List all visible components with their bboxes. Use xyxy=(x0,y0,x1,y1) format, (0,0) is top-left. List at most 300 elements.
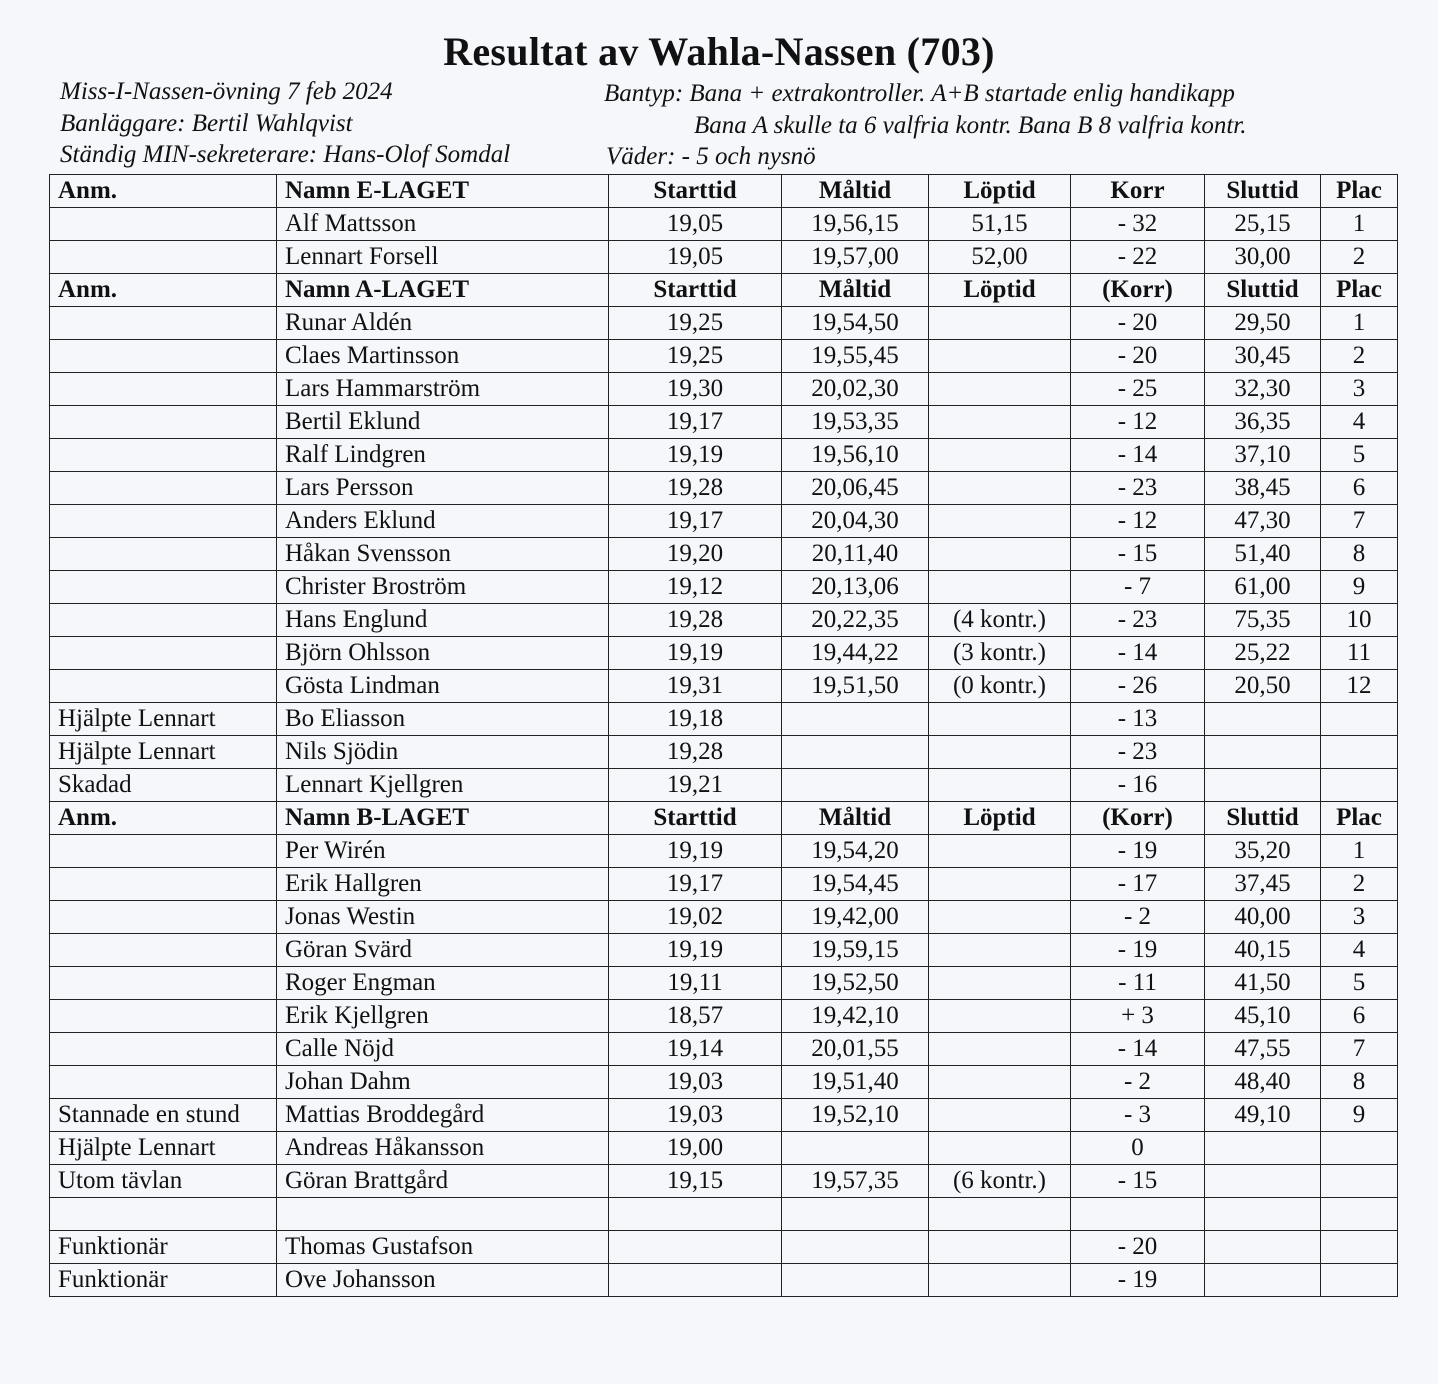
table-row xyxy=(50,604,1398,637)
cell-plac: 4 xyxy=(1321,934,1398,967)
cell-starttid: 19,05 xyxy=(609,241,782,274)
cell-plac xyxy=(1321,1165,1398,1198)
cell-sluttid: 75,35 xyxy=(1205,604,1321,637)
cell-name: Jonas Westin xyxy=(277,901,609,934)
cell-anm: Utom tävlan xyxy=(50,1165,277,1198)
cell-starttid xyxy=(609,1231,782,1264)
cell-starttid xyxy=(609,1198,782,1231)
cell-plac: 7 xyxy=(1321,1033,1398,1066)
table-row xyxy=(50,472,1398,505)
cell-anm xyxy=(50,406,277,439)
cell-starttid: 19,02 xyxy=(609,901,782,934)
cell-loptid xyxy=(929,1099,1071,1132)
cell-sluttid: 61,00 xyxy=(1205,571,1321,604)
cell-starttid: 19,17 xyxy=(609,505,782,538)
cell-anm xyxy=(50,835,277,868)
cell-plac xyxy=(1321,1231,1398,1264)
cell-korr: - 20 xyxy=(1071,340,1205,373)
cell-sluttid: 45,10 xyxy=(1205,1000,1321,1033)
cell-starttid: 19,03 xyxy=(609,1099,782,1132)
secretary: Ständig MIN-sekreterare: Hans-Olof Somdal xyxy=(60,141,511,168)
cell-anm xyxy=(50,439,277,472)
cell-name: Claes Martinsson xyxy=(277,340,609,373)
cell-name: Christer Broström xyxy=(277,571,609,604)
cell-plac xyxy=(1321,1264,1398,1297)
cell-maltid xyxy=(782,1264,929,1297)
cell-korr: - 14 xyxy=(1071,439,1205,472)
cell-korr: - 19 xyxy=(1071,1264,1205,1297)
cell-plac: 7 xyxy=(1321,505,1398,538)
header-plac: Plac xyxy=(1321,802,1398,835)
cell-name: Gösta Lindman xyxy=(277,670,609,703)
course-rules: Bana A skulle ta 6 valfria kontr. Bana B 8 valfria kontr. xyxy=(694,112,1247,139)
page-title: Resultat av Wahla-Nassen (703) xyxy=(443,29,995,74)
table-row xyxy=(50,1198,1398,1231)
cell-plac: 10 xyxy=(1321,604,1398,637)
header-starttid: Starttid xyxy=(609,802,782,835)
table-row xyxy=(50,901,1398,934)
cell-maltid: 19,54,50 xyxy=(782,307,929,340)
cell-starttid: 19,12 xyxy=(609,571,782,604)
cell-plac: 1 xyxy=(1321,835,1398,868)
header-sluttid: Sluttid xyxy=(1205,175,1321,208)
cell-name: Johan Dahm xyxy=(277,1066,609,1099)
cell-loptid xyxy=(929,307,1071,340)
cell-plac: 12 xyxy=(1321,670,1398,703)
header-sluttid: Sluttid xyxy=(1205,274,1321,307)
cell-anm xyxy=(50,571,277,604)
cell-loptid xyxy=(929,1132,1071,1165)
cell-anm xyxy=(50,1066,277,1099)
cell-starttid xyxy=(609,1264,782,1297)
cell-maltid: 19,54,45 xyxy=(782,868,929,901)
cell-loptid xyxy=(929,439,1071,472)
cell-name: Bo Eliasson xyxy=(277,703,609,736)
cell-korr: + 3 xyxy=(1071,1000,1205,1033)
header-plac: Plac xyxy=(1321,175,1398,208)
table-row xyxy=(50,1132,1398,1165)
cell-name: Göran Svärd xyxy=(277,934,609,967)
cell-korr: - 2 xyxy=(1071,901,1205,934)
cell-anm: Hjälpte Lennart xyxy=(50,703,277,736)
table-row xyxy=(50,208,1398,241)
cell-maltid xyxy=(782,1231,929,1264)
cell-sluttid: 37,45 xyxy=(1205,868,1321,901)
cell-name: Per Wirén xyxy=(277,835,609,868)
cell-maltid: 19,44,22 xyxy=(782,637,929,670)
table-row xyxy=(50,1033,1398,1066)
header-starttid: Starttid xyxy=(609,274,782,307)
table-row xyxy=(50,1000,1398,1033)
cell-name: Erik Kjellgren xyxy=(277,1000,609,1033)
cell-anm xyxy=(50,901,277,934)
cell-korr: - 17 xyxy=(1071,868,1205,901)
cell-sluttid xyxy=(1205,1198,1321,1231)
cell-korr: - 11 xyxy=(1071,967,1205,1000)
cell-korr: - 32 xyxy=(1071,208,1205,241)
cell-sluttid: 20,50 xyxy=(1205,670,1321,703)
cell-anm xyxy=(50,604,277,637)
cell-sluttid: 25,15 xyxy=(1205,208,1321,241)
cell-maltid: 20,02,30 xyxy=(782,373,929,406)
cell-plac: 1 xyxy=(1321,208,1398,241)
cell-name: Erik Hallgren xyxy=(277,868,609,901)
cell-starttid: 19,11 xyxy=(609,967,782,1000)
cell-maltid xyxy=(782,1132,929,1165)
cell-plac: 5 xyxy=(1321,439,1398,472)
cell-maltid: 20,06,45 xyxy=(782,472,929,505)
table-row xyxy=(50,571,1398,604)
cell-sluttid: 38,45 xyxy=(1205,472,1321,505)
cell-maltid: 20,01,55 xyxy=(782,1033,929,1066)
table-row xyxy=(50,637,1398,670)
cell-anm xyxy=(50,307,277,340)
cell-maltid: 20,11,40 xyxy=(782,538,929,571)
cell-starttid: 19,17 xyxy=(609,868,782,901)
cell-loptid xyxy=(929,934,1071,967)
cell-loptid xyxy=(929,736,1071,769)
table-row xyxy=(50,373,1398,406)
cell-maltid: 20,04,30 xyxy=(782,505,929,538)
cell-plac: 2 xyxy=(1321,868,1398,901)
cell-loptid xyxy=(929,340,1071,373)
cell-maltid: 19,54,20 xyxy=(782,835,929,868)
cell-starttid: 19,18 xyxy=(609,703,782,736)
cell-plac xyxy=(1321,736,1398,769)
cell-plac xyxy=(1321,1198,1398,1231)
cell-korr: - 7 xyxy=(1071,571,1205,604)
cell-loptid xyxy=(929,1066,1071,1099)
header-anm: Anm. xyxy=(50,175,277,208)
cell-sluttid: 37,10 xyxy=(1205,439,1321,472)
cell-maltid: 19,55,45 xyxy=(782,340,929,373)
cell-name: Ralf Lindgren xyxy=(277,439,609,472)
header-korr: (Korr) xyxy=(1071,274,1205,307)
cell-maltid xyxy=(782,736,929,769)
cell-maltid: 19,42,00 xyxy=(782,901,929,934)
table-row xyxy=(50,307,1398,340)
cell-loptid xyxy=(929,571,1071,604)
cell-starttid: 19,25 xyxy=(609,307,782,340)
section-header-row xyxy=(50,274,1398,307)
cell-korr: - 14 xyxy=(1071,1033,1205,1066)
cell-korr: - 15 xyxy=(1071,538,1205,571)
cell-anm: Skadad xyxy=(50,769,277,802)
cell-sluttid xyxy=(1205,1165,1321,1198)
cell-starttid: 19,30 xyxy=(609,373,782,406)
cell-name: Håkan Svensson xyxy=(277,538,609,571)
cell-name: Lars Persson xyxy=(277,472,609,505)
cell-starttid: 19,28 xyxy=(609,736,782,769)
cell-sluttid xyxy=(1205,769,1321,802)
cell-maltid: 19,56,15 xyxy=(782,208,929,241)
cell-anm xyxy=(50,373,277,406)
cell-plac: 11 xyxy=(1321,637,1398,670)
cell-starttid: 19,19 xyxy=(609,835,782,868)
cell-korr: - 12 xyxy=(1071,406,1205,439)
table-row xyxy=(50,1066,1398,1099)
header-sluttid: Sluttid xyxy=(1205,802,1321,835)
cell-maltid: 19,51,40 xyxy=(782,1066,929,1099)
table-row xyxy=(50,439,1398,472)
cell-name xyxy=(277,1198,609,1231)
cell-sluttid: 35,20 xyxy=(1205,835,1321,868)
cell-starttid: 19,28 xyxy=(609,604,782,637)
cell-maltid xyxy=(782,769,929,802)
cell-name: Göran Brattgård xyxy=(277,1165,609,1198)
cell-korr: - 23 xyxy=(1071,604,1205,637)
table-row xyxy=(50,670,1398,703)
cell-name: Andreas Håkansson xyxy=(277,1132,609,1165)
cell-anm xyxy=(50,637,277,670)
cell-sluttid: 30,00 xyxy=(1205,241,1321,274)
cell-anm: Stannade en stund xyxy=(50,1099,277,1132)
table-row xyxy=(50,835,1398,868)
cell-maltid: 19,52,10 xyxy=(782,1099,929,1132)
cell-name: Alf Mattsson xyxy=(277,208,609,241)
event-info: Miss-I-Nassen-övning 7 feb 2024 xyxy=(60,78,393,105)
cell-name: Lennart Forsell xyxy=(277,241,609,274)
table-row xyxy=(50,1165,1398,1198)
cell-sluttid: 36,35 xyxy=(1205,406,1321,439)
cell-sluttid: 32,30 xyxy=(1205,373,1321,406)
cell-name: Mattias Broddegård xyxy=(277,1099,609,1132)
cell-sluttid xyxy=(1205,1264,1321,1297)
cell-plac: 8 xyxy=(1321,538,1398,571)
cell-anm xyxy=(50,241,277,274)
section-header-row xyxy=(50,175,1398,208)
cell-name: Anders Eklund xyxy=(277,505,609,538)
cell-korr: - 12 xyxy=(1071,505,1205,538)
cell-sluttid: 30,45 xyxy=(1205,340,1321,373)
cell-korr: - 22 xyxy=(1071,241,1205,274)
cell-plac: 2 xyxy=(1321,340,1398,373)
cell-korr: 0 xyxy=(1071,1132,1205,1165)
cell-starttid: 19,21 xyxy=(609,769,782,802)
cell-sluttid: 51,40 xyxy=(1205,538,1321,571)
cell-korr: - 19 xyxy=(1071,934,1205,967)
cell-loptid xyxy=(929,505,1071,538)
cell-loptid xyxy=(929,868,1071,901)
cell-starttid: 19,31 xyxy=(609,670,782,703)
cell-name: Lars Hammarström xyxy=(277,373,609,406)
cell-plac xyxy=(1321,769,1398,802)
cell-name: Ove Johansson xyxy=(277,1264,609,1297)
cell-plac: 4 xyxy=(1321,406,1398,439)
cell-loptid xyxy=(929,1198,1071,1231)
header-name: Namn B-LAGET xyxy=(277,802,609,835)
cell-plac: 2 xyxy=(1321,241,1398,274)
cell-korr: - 23 xyxy=(1071,472,1205,505)
cell-sluttid: 40,15 xyxy=(1205,934,1321,967)
cell-loptid: (0 kontr.) xyxy=(929,670,1071,703)
cell-maltid: 19,51,50 xyxy=(782,670,929,703)
cell-maltid: 19,57,35 xyxy=(782,1165,929,1198)
cell-starttid: 19,00 xyxy=(609,1132,782,1165)
cell-plac: 6 xyxy=(1321,472,1398,505)
table-row xyxy=(50,967,1398,1000)
table-row xyxy=(50,769,1398,802)
cell-anm xyxy=(50,670,277,703)
cell-plac xyxy=(1321,1132,1398,1165)
header-loptid: Löptid xyxy=(929,274,1071,307)
cell-plac: 3 xyxy=(1321,901,1398,934)
cell-name: Nils Sjödin xyxy=(277,736,609,769)
cell-korr: - 19 xyxy=(1071,835,1205,868)
cell-starttid: 19,03 xyxy=(609,1066,782,1099)
cell-sluttid: 47,55 xyxy=(1205,1033,1321,1066)
cell-starttid: 19,28 xyxy=(609,472,782,505)
header-plac: Plac xyxy=(1321,274,1398,307)
header-anm: Anm. xyxy=(50,802,277,835)
cell-korr: - 15 xyxy=(1071,1165,1205,1198)
header-name: Namn E-LAGET xyxy=(277,175,609,208)
cell-anm xyxy=(50,472,277,505)
table-row xyxy=(50,1231,1398,1264)
cell-loptid xyxy=(929,1033,1071,1066)
cell-loptid xyxy=(929,835,1071,868)
cell-loptid xyxy=(929,769,1071,802)
cell-anm: Funktionär xyxy=(50,1231,277,1264)
cell-sluttid: 29,50 xyxy=(1205,307,1321,340)
cell-starttid: 19,14 xyxy=(609,1033,782,1066)
cell-anm xyxy=(50,1033,277,1066)
cell-korr: - 20 xyxy=(1071,1231,1205,1264)
cell-maltid: 19,53,35 xyxy=(782,406,929,439)
cell-loptid xyxy=(929,406,1071,439)
header-anm: Anm. xyxy=(50,274,277,307)
cell-maltid: 19,52,50 xyxy=(782,967,929,1000)
cell-korr: - 14 xyxy=(1071,637,1205,670)
cell-loptid xyxy=(929,472,1071,505)
cell-maltid: 19,56,10 xyxy=(782,439,929,472)
cell-anm xyxy=(50,1198,277,1231)
cell-korr: - 13 xyxy=(1071,703,1205,736)
cell-anm xyxy=(50,868,277,901)
cell-starttid: 19,15 xyxy=(609,1165,782,1198)
table-row xyxy=(50,703,1398,736)
cell-sluttid xyxy=(1205,1132,1321,1165)
table-row xyxy=(50,538,1398,571)
cell-starttid: 19,20 xyxy=(609,538,782,571)
header-starttid: Starttid xyxy=(609,175,782,208)
cell-sluttid: 49,10 xyxy=(1205,1099,1321,1132)
cell-maltid: 20,13,06 xyxy=(782,571,929,604)
cell-loptid: 51,15 xyxy=(929,208,1071,241)
cell-starttid: 19,19 xyxy=(609,637,782,670)
header-loptid: Löptid xyxy=(929,802,1071,835)
cell-name: Runar Aldén xyxy=(277,307,609,340)
header-name: Namn A-LAGET xyxy=(277,274,609,307)
cell-starttid: 19,19 xyxy=(609,439,782,472)
cell-loptid xyxy=(929,1000,1071,1033)
cell-loptid: (6 kontr.) xyxy=(929,1165,1071,1198)
cell-loptid: 52,00 xyxy=(929,241,1071,274)
cell-korr: - 16 xyxy=(1071,769,1205,802)
cell-korr: - 3 xyxy=(1071,1099,1205,1132)
cell-sluttid xyxy=(1205,1231,1321,1264)
cell-sluttid: 47,30 xyxy=(1205,505,1321,538)
table-row xyxy=(50,1264,1398,1297)
cell-plac: 1 xyxy=(1321,307,1398,340)
cell-name: Thomas Gustafson xyxy=(277,1231,609,1264)
table-row xyxy=(50,868,1398,901)
cell-sluttid: 25,22 xyxy=(1205,637,1321,670)
table-row xyxy=(50,1099,1398,1132)
course-type: Bantyp: Bana + extrakontroller. A+B startade enlig handikapp xyxy=(604,80,1235,107)
cell-loptid: (3 kontr.) xyxy=(929,637,1071,670)
cell-loptid xyxy=(929,967,1071,1000)
header-korr: (Korr) xyxy=(1071,802,1205,835)
cell-anm xyxy=(50,967,277,1000)
cell-sluttid: 48,40 xyxy=(1205,1066,1321,1099)
cell-anm: Hjälpte Lennart xyxy=(50,1132,277,1165)
cell-name: Roger Engman xyxy=(277,967,609,1000)
cell-plac: 9 xyxy=(1321,571,1398,604)
header-korr: Korr xyxy=(1071,175,1205,208)
cell-korr xyxy=(1071,1198,1205,1231)
cell-maltid: 20,22,35 xyxy=(782,604,929,637)
cell-starttid: 18,57 xyxy=(609,1000,782,1033)
cell-korr: - 2 xyxy=(1071,1066,1205,1099)
cell-loptid xyxy=(929,373,1071,406)
header-loptid: Löptid xyxy=(929,175,1071,208)
cell-starttid: 19,19 xyxy=(609,934,782,967)
cell-anm xyxy=(50,934,277,967)
header-maltid: Måltid xyxy=(782,802,929,835)
table-row xyxy=(50,241,1398,274)
table-row xyxy=(50,406,1398,439)
cell-maltid xyxy=(782,1198,929,1231)
cell-loptid xyxy=(929,703,1071,736)
header-maltid: Måltid xyxy=(782,274,929,307)
cell-sluttid xyxy=(1205,703,1321,736)
cell-maltid: 19,59,15 xyxy=(782,934,929,967)
cell-plac: 9 xyxy=(1321,1099,1398,1132)
cell-name: Lennart Kjellgren xyxy=(277,769,609,802)
cell-anm xyxy=(50,538,277,571)
cell-anm xyxy=(50,340,277,373)
cell-plac: 5 xyxy=(1321,967,1398,1000)
cell-maltid: 19,42,10 xyxy=(782,1000,929,1033)
course-setter: Banläggare: Bertil Wahlqvist xyxy=(60,110,353,137)
cell-maltid: 19,57,00 xyxy=(782,241,929,274)
cell-anm: Funktionär xyxy=(50,1264,277,1297)
table-row xyxy=(50,934,1398,967)
cell-korr: - 26 xyxy=(1071,670,1205,703)
cell-sluttid xyxy=(1205,736,1321,769)
cell-anm xyxy=(50,208,277,241)
cell-plac xyxy=(1321,703,1398,736)
cell-korr: - 23 xyxy=(1071,736,1205,769)
cell-anm xyxy=(50,1000,277,1033)
weather: Väder: - 5 och nysnö xyxy=(606,143,816,170)
cell-korr: - 20 xyxy=(1071,307,1205,340)
section-header-row xyxy=(50,802,1398,835)
cell-maltid xyxy=(782,703,929,736)
table-row xyxy=(50,505,1398,538)
cell-name: Björn Ohlsson xyxy=(277,637,609,670)
table-row xyxy=(50,340,1398,373)
cell-loptid xyxy=(929,901,1071,934)
cell-loptid: (4 kontr.) xyxy=(929,604,1071,637)
cell-anm: Hjälpte Lennart xyxy=(50,736,277,769)
cell-loptid xyxy=(929,1231,1071,1264)
cell-korr: - 25 xyxy=(1071,373,1205,406)
header-maltid: Måltid xyxy=(782,175,929,208)
cell-name: Hans Englund xyxy=(277,604,609,637)
results-table xyxy=(49,174,1398,1297)
